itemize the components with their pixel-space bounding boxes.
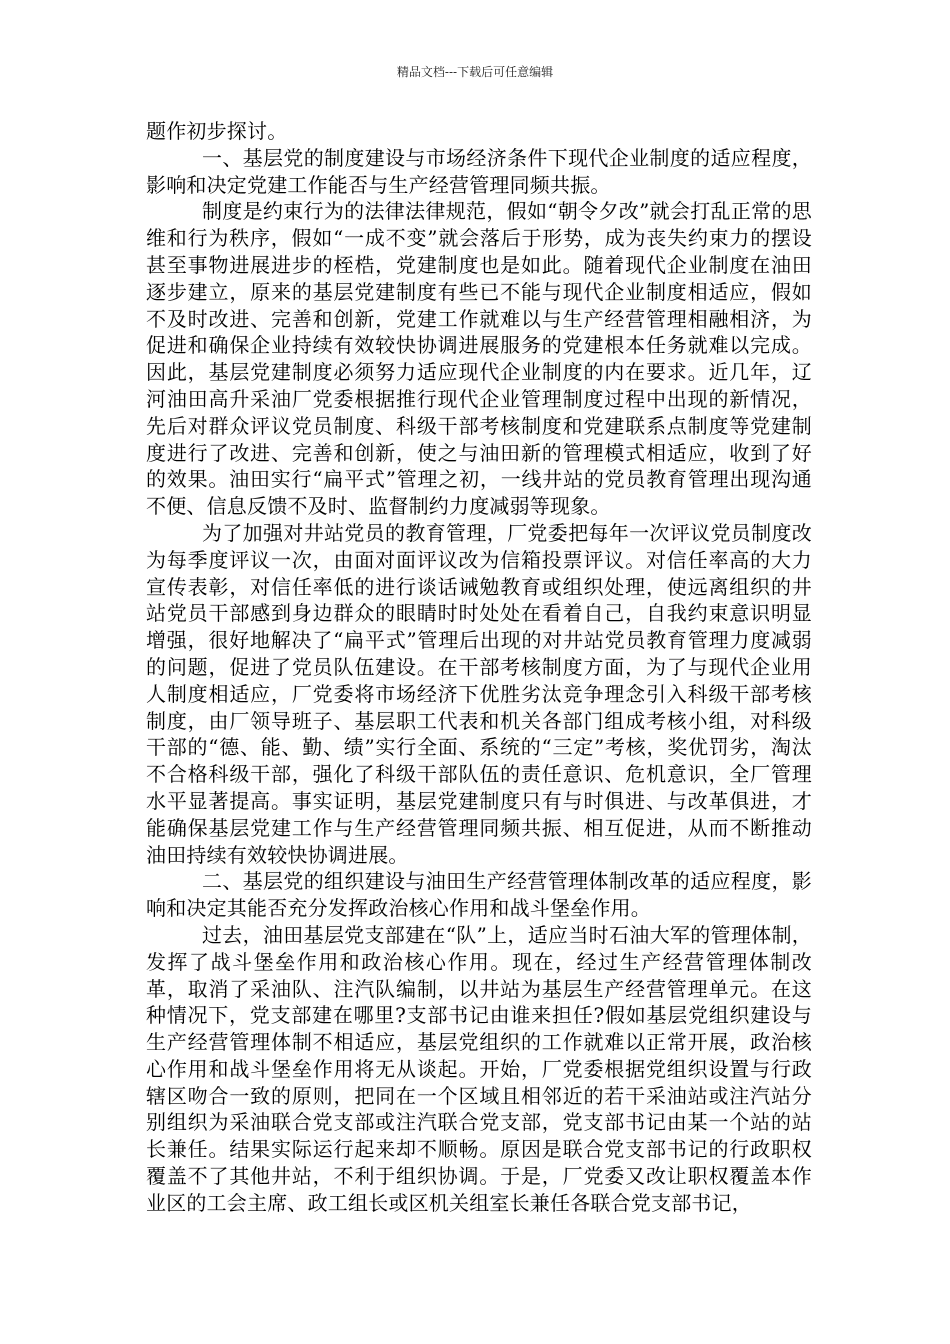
- body-text: [146, 118, 812, 1217]
- page-header: 精品文档---下载后可任意编辑: [396, 65, 554, 79]
- section-heading-1: 一、基层党的制度建设与市场经济条件下现代企业制度的适应程度，影响和决定党建工作能否与生产经营管理同频共振。: [146, 145, 812, 197]
- paragraph: 制度是约束行为的法律法律规范，假如“朝令夕改”就会打乱正常的思维和行为秩序，假如“一成不变”就会落后于形势，成为丧失约束力的摆设甚至事物进展进步的桎梏，党建制度也是如此。随着现代企业制度在油田逐步建立，原来的基层党建制度有些已不能与现代企业制度相适应，假如不及时改进、完善和创新，党建工作就难以与生产经营管理相融相济，为促进和确保企业持续有效较快协调进展服务的党建根本任务就难以完成。因此，基层党建制度必须努力适应现代企业制度的内在要求。近几年，辽河油田高升采油厂党委根据推行现代企业管理制度过程中出现的新情况，先后对群众评议党员制度、科级干部考核制度和党建联系点制度等党建制度进行了改进、完善和创新，使之与油田新的管理模式相适应，收到了好的效果。油田实行“扁平式”管理之初，一线井站的党员教育管理出现沟通不便、信息反馈不及时、监督制约力度减弱等现象。: [146, 199, 812, 519]
- paragraph-continuation: 题作初步探讨。: [146, 119, 288, 143]
- paragraph: 过去，油田基层党支部建在“队”上，适应当时石油大军的管理体制，发挥了战斗堡垒作用和政治核心作用。现在，经过生产经营管理体制改革，取消了采油队、注汽队编制，以井站为基层生产经营管理单元。在这种情况下，党支部建在哪里?支部书记由谁来担任?假如基层党组织建设与生产经营管理体制不相适应，基层党组织的工作就难以正常开展，政治核心作用和战斗堡垒作用将无从谈起。开始，厂党委根据党组织设置与行政辖区吻合一致的原则，把同在一个区域且相邻近的若干采油站或注汽站分别组织为采油联合党支部或注汽联合党支部，党支部书记由某一个站的站长兼任。结果实际运行起来却不顺畅。原因是联合党支部书记的行政职权覆盖不了其他井站，不利于组织协调。于是，厂党委又改让职权覆盖本作业区的工会主席、政工组长或区机关组室长兼任各联合党支部书记，: [146, 922, 812, 1215]
- section-heading-2: 二、基层党的组织建设与油田生产经营管理体制改革的适应程度，影响和决定其能否充分发挥政治核心作用和战斗堡垒作用。: [146, 869, 812, 921]
- paragraph: 为了加强对井站党员的教育管理，厂党委把每年一次评议党员制度改为每季度评议一次，由面对面评议改为信箱投票评议。对信任率高的大力宣传表彰，对信任率低的进行谈话诫勉教育或组织处理，使远离组织的井站党员干部感到身边群众的眼睛时时处处在看着自己，自我约束意识明显增强，很好地解决了“扁平式”管理后出现的对井站党员教育管理力度减弱的问题，促进了党员队伍建设。在干部考核制度方面，为了与现代企业用人制度相适应，厂党委将市场经济下优胜劣汰竞争理念引入科级干部考核制度，由厂领导班子、基层职工代表和机关各部门组成考核小组，对科级干部的“德、能、勤、绩”实行全面、系统的“三定”考核，奖优罚劣，淘汰不合格科级干部，强化了科级干部队伍的责任意识、危机意识，全厂管理水平显著提高。事实证明，基层党建制度只有与时俱进、与改革俱进，才能确保基层党建工作与生产经营管理同频共振、相互促进，从而不断推动油田持续有效较快协调进展。: [146, 520, 812, 867]
